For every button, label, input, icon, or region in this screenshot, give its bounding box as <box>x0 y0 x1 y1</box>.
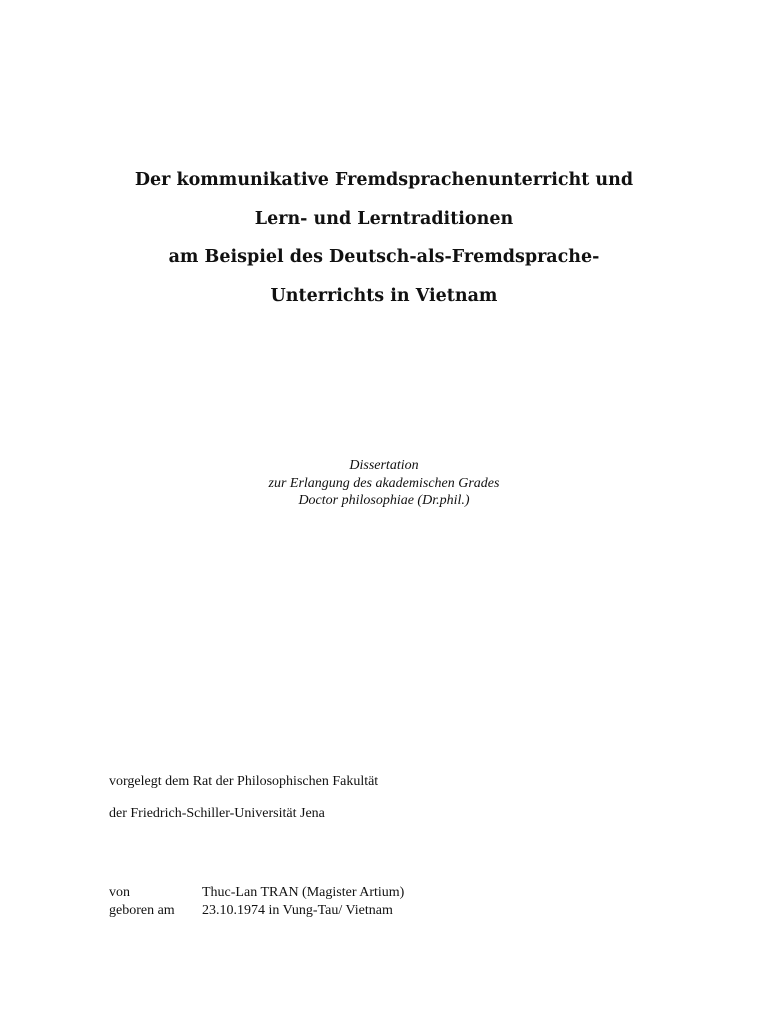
title-line: Der kommunikative Fremdsprachenunterricht und <box>134 170 634 190</box>
submission-line-faculty: vorgelegt dem Rat der Philosophischen Fakultät <box>109 774 379 789</box>
title-line: Unterrichts in Vietnam <box>270 285 498 306</box>
dissertation-degree: Doctor philosophiae (Dr.phil.) <box>298 493 470 508</box>
birth-label: geboren am <box>109 903 175 918</box>
dissertation-block <box>0 457 768 510</box>
title-line: Lern- und Lerntraditionen <box>254 208 514 229</box>
submission-line-university: der Friedrich-Schiller-Universität Jena <box>109 806 325 821</box>
title-line: am Beispiel des Deutsch-als-Fremdsprache- <box>168 247 600 267</box>
birth-value: 23.10.1974 in Vung-Tau/ Vietnam <box>202 903 393 918</box>
author-name: Thuc-Lan TRAN (Magister Artium) <box>202 885 405 900</box>
dissertation-heading: Dissertation <box>349 458 419 473</box>
document-title <box>0 166 768 320</box>
dissertation-purpose: zur Erlangung des akademischen Grades <box>268 475 500 491</box>
author-label: von <box>109 885 130 900</box>
